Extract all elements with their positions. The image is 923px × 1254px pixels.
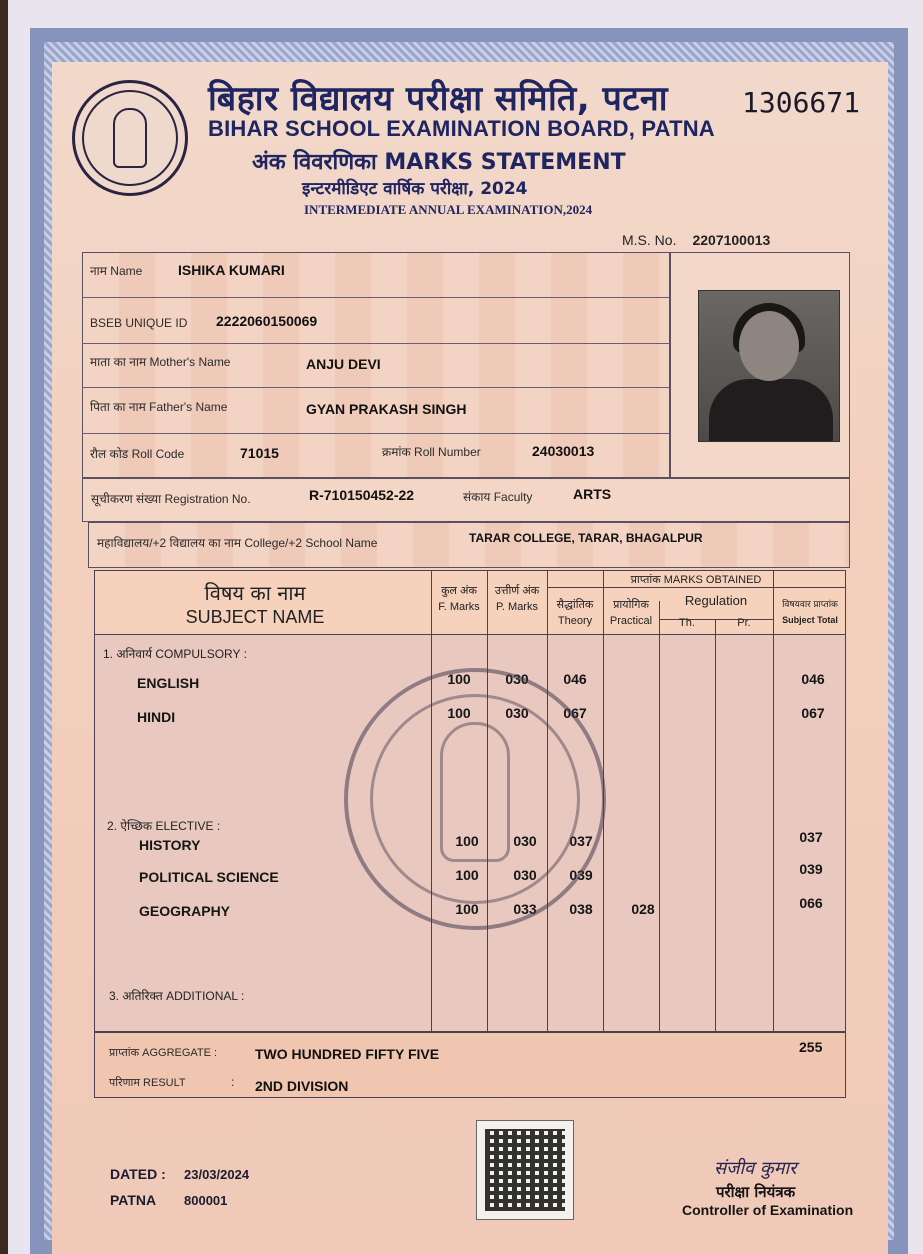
ms-number-value: 2207100013 bbox=[692, 232, 771, 248]
exam-title-english: INTERMEDIATE ANNUAL EXAMINATION,2024 bbox=[304, 202, 593, 217]
subject-name: HINDI bbox=[137, 709, 176, 725]
pass-marks: 030 bbox=[505, 705, 529, 721]
faculty-value: ARTS bbox=[573, 486, 612, 502]
student-photo bbox=[698, 290, 840, 442]
theory-marks: 038 bbox=[569, 901, 593, 917]
regulation-header: Regulation bbox=[684, 593, 748, 608]
aggregate-label: प्राप्तांक AGGREGATE : bbox=[109, 1047, 218, 1059]
subject-total: 037 bbox=[799, 829, 823, 845]
result-label: परिणाम RESULT bbox=[109, 1077, 186, 1089]
mother-row bbox=[82, 344, 670, 388]
roll-row bbox=[82, 434, 670, 478]
board-seal-watermark-icon bbox=[344, 668, 606, 930]
controller-title-hindi: परीक्षा नियंत्रक bbox=[716, 1183, 796, 1201]
practical-header: Practical bbox=[609, 615, 653, 627]
full-marks: 100 bbox=[455, 833, 479, 849]
theory-marks: 067 bbox=[563, 705, 587, 721]
registration-row bbox=[82, 478, 850, 522]
additional-section-label: 3. अतिरिक्त ADDITIONAL : bbox=[109, 989, 245, 1003]
subject-header-hindi: विषय का नाम bbox=[204, 581, 306, 605]
subject-name: ENGLISH bbox=[137, 675, 200, 691]
col-divider bbox=[773, 571, 774, 1031]
pass-marks: 030 bbox=[513, 867, 537, 883]
aggregate-total: 255 bbox=[799, 1039, 823, 1055]
uid-row bbox=[82, 298, 670, 344]
roll-code-label: रौल कोड Roll Code bbox=[90, 447, 185, 461]
regulation-theory-header: Th. bbox=[679, 617, 695, 629]
board-title-hindi: बिहार विद्यालय परीक्षा समिति, पटना bbox=[208, 79, 669, 119]
full-marks-header-hindi: कुल अंक bbox=[441, 585, 477, 597]
father-label: पिता का नाम Father's Name bbox=[90, 400, 228, 414]
theory-header-hindi: सैद्धांतिक bbox=[556, 599, 594, 611]
issue-place: PATNA bbox=[110, 1192, 157, 1208]
registration-label: सूचीकरण संख्या Registration No. bbox=[91, 492, 251, 506]
theory-marks: 037 bbox=[569, 833, 593, 849]
subject-name: POLITICAL SCIENCE bbox=[139, 869, 279, 885]
subject-total: 067 bbox=[801, 705, 825, 721]
dated-label: DATED : bbox=[110, 1166, 166, 1182]
pass-marks-header: P. Marks bbox=[496, 601, 538, 613]
header-line bbox=[547, 587, 845, 588]
theory-marks: 046 bbox=[563, 671, 587, 687]
full-marks: 100 bbox=[447, 705, 471, 721]
pass-marks: 033 bbox=[513, 901, 537, 917]
statement-title: अंक विवरणिका MARKS STATEMENT bbox=[252, 150, 626, 175]
uid-label: BSEB UNIQUE ID bbox=[90, 316, 188, 330]
regulation-practical-header: Pr. bbox=[737, 617, 751, 629]
practical-header-hindi: प्रायोगिक bbox=[613, 599, 649, 611]
name-row bbox=[82, 252, 670, 298]
college-label: महाविद्यालय/+2 विद्यालय का नाम College/+2 School Name bbox=[97, 536, 378, 550]
board-title-english: BIHAR SCHOOL EXAMINATION BOARD, PATNA bbox=[208, 116, 715, 141]
subject-total: 039 bbox=[799, 861, 823, 877]
pass-marks: 030 bbox=[513, 833, 537, 849]
father-name: GYAN PRAKASH SINGH bbox=[306, 401, 467, 417]
faculty-label: संकाय Faculty bbox=[463, 490, 533, 504]
college-row bbox=[88, 522, 850, 568]
full-marks-header: F. Marks bbox=[438, 601, 480, 613]
subject-total-header: Subject Total bbox=[782, 615, 838, 625]
result-colon: : bbox=[231, 1075, 235, 1089]
issue-date: 23/03/2024 bbox=[184, 1167, 250, 1182]
subject-total: 066 bbox=[799, 895, 823, 911]
board-emblem-icon bbox=[72, 80, 188, 196]
subject-total-header-hindi: विषयवार प्राप्तांक bbox=[782, 599, 838, 609]
registration-number: R-710150452-22 bbox=[309, 487, 415, 503]
name-label: नाम Name bbox=[90, 264, 143, 278]
pass-marks-header-hindi: उत्तीर्ण अंक bbox=[494, 585, 540, 597]
student-name: ISHIKA KUMARI bbox=[178, 262, 285, 278]
col-divider bbox=[659, 601, 660, 1031]
uid-value: 2222060150069 bbox=[216, 313, 318, 329]
marks-obtained-header: प्राप्तांक MARKS OBTAINED bbox=[630, 574, 762, 586]
subject-header-english: SUBJECT NAME bbox=[185, 607, 325, 627]
mother-name: ANJU DEVI bbox=[306, 356, 381, 372]
controller-signature: संजीव कुमार bbox=[714, 1158, 797, 1179]
serial-number: 1306671 bbox=[742, 86, 861, 119]
ms-number bbox=[622, 232, 770, 248]
roll-number: 24030013 bbox=[532, 443, 595, 459]
full-marks: 100 bbox=[455, 901, 479, 917]
ms-number-label: M.S. No. bbox=[622, 232, 677, 248]
practical-marks: 028 bbox=[631, 901, 655, 917]
compulsory-section-label: 1. अनिवार्य COMPULSORY : bbox=[103, 647, 247, 661]
theory-header: Theory bbox=[557, 615, 593, 627]
elective-section-label: 2. ऐच्छिक ELECTIVE : bbox=[107, 819, 221, 833]
subject-total: 046 bbox=[801, 671, 825, 687]
mother-label: माता का नाम Mother's Name bbox=[90, 355, 231, 369]
pass-marks: 030 bbox=[505, 671, 529, 687]
college-name: TARAR COLLEGE, TARAR, BHAGALPUR bbox=[469, 531, 703, 545]
father-row bbox=[82, 388, 670, 434]
col-divider bbox=[715, 619, 716, 1031]
subject-name: GEOGRAPHY bbox=[139, 903, 231, 919]
roll-code: 71015 bbox=[240, 445, 279, 461]
theory-marks: 039 bbox=[569, 867, 593, 883]
full-marks: 100 bbox=[447, 671, 471, 687]
controller-title-english: Controller of Examination bbox=[682, 1202, 854, 1218]
aggregate-block bbox=[94, 1032, 846, 1098]
exam-title-hindi: इन्टरमीडिएट वार्षिक परीक्षा, 2024 bbox=[302, 179, 528, 199]
result-division: 2ND DIVISION bbox=[255, 1078, 349, 1094]
qr-code-icon bbox=[476, 1120, 574, 1220]
roll-number-label: क्रमांक Roll Number bbox=[382, 445, 481, 459]
subject-name: HISTORY bbox=[139, 837, 201, 853]
issue-pincode: 800001 bbox=[184, 1193, 228, 1208]
aggregate-in-words: TWO HUNDRED FIFTY FIVE bbox=[255, 1046, 440, 1062]
full-marks: 100 bbox=[455, 867, 479, 883]
